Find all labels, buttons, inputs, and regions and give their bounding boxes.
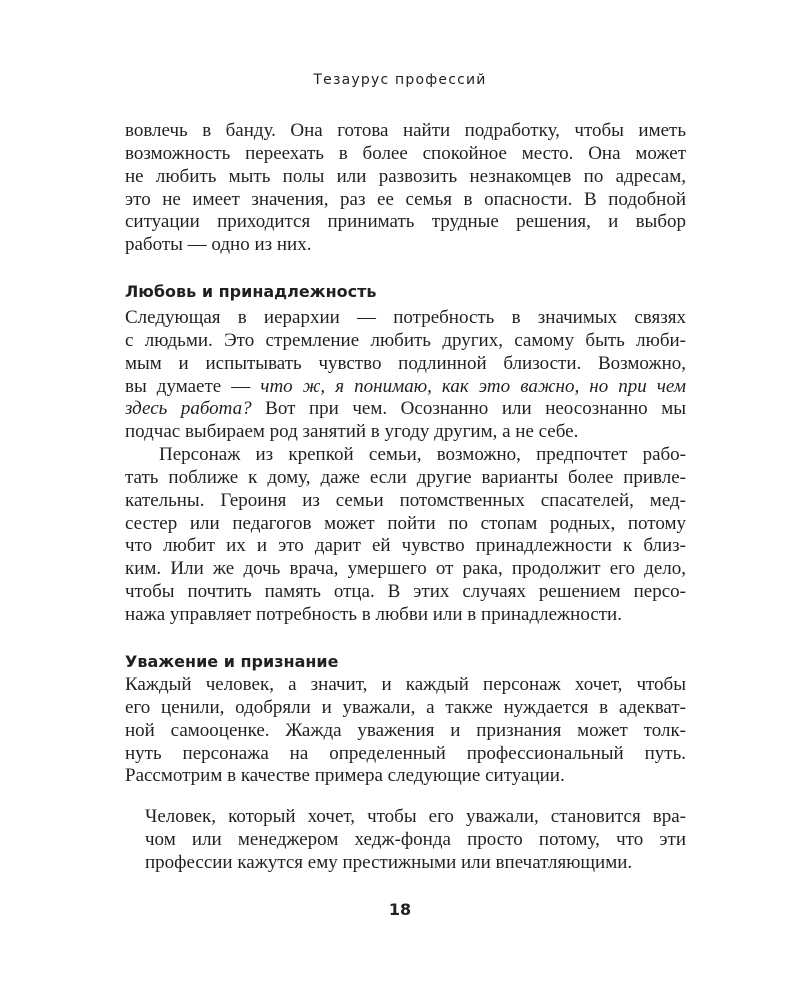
- text-line: это не имеет значения, раз ее семья в опасности. В подобной: [125, 188, 686, 210]
- text-line: ситуации приходится принимать трудные решения, и выбор: [125, 211, 686, 233]
- text-line: нуть персонажа на определенный профессиональный путь.: [125, 742, 686, 764]
- text-span: Следующая в иерархии — потребность в значимых связях: [125, 307, 686, 328]
- text-line: чом или менеджером хедж-фонда просто потому, что эти: [145, 828, 686, 850]
- text-line: Персонаж из крепкой семьи, возможно, предпочтет рабо-: [159, 444, 686, 466]
- text-line: ким. Или же дочь врача, умершего от рака, продолжит его дело,: [125, 558, 686, 580]
- text-span: вы думаете —: [125, 375, 261, 397]
- italic-text: что ж, я понимаю, как это важно, но при чем: [260, 375, 686, 397]
- section-heading: Уважение и признание: [125, 652, 339, 671]
- text-line: нажа управляет потребность в любви или в принадлежности.: [125, 603, 622, 625]
- text-span: подчас выбираем род занятий в угоду другим, а не себе.: [125, 421, 579, 443]
- text-line: [125, 421, 686, 444]
- text-line: чтобы почтить память отца. В этих случаях решением персо-: [125, 581, 686, 603]
- text-line: [125, 353, 686, 376]
- italic-text: здесь работа?: [125, 398, 252, 420]
- text-line: его ценили, одобряли и уважали, а также нуждается в адекват-: [125, 696, 686, 718]
- paragraph: [125, 120, 686, 257]
- paragraph: [125, 307, 686, 627]
- text-line: Человек, который хочет, чтобы его уважали, становится вра-: [145, 806, 686, 827]
- text-span: мым и испытывать чувство подлинной близости. Возможно,: [125, 352, 686, 374]
- page-number: 18: [388, 900, 412, 919]
- text-line: вовлечь в банду. Она готова найти подработку, чтобы иметь: [125, 120, 686, 141]
- text-line: возможность переехать в более спокойное место. Она может: [125, 142, 686, 164]
- text-line: не любить мыть полы или развозить незнакомцев по адресам,: [125, 165, 686, 187]
- text-line: [125, 307, 686, 330]
- text-line: профессии кажутся ему престижными или впечатляющими.: [145, 851, 633, 873]
- text-span: с людьми. Это стремление любить других, самому быть люби-: [125, 329, 686, 351]
- text-line: работы — одно из них.: [125, 234, 312, 256]
- text-line: кательны. Героиня из семьи потомственных спасателей, мед-: [125, 489, 686, 511]
- text-line: Каждый человек, а значит, и каждый персонаж хочет, чтобы: [125, 674, 686, 695]
- paragraph: [125, 674, 686, 788]
- text-line: тать поближе к дому, даже если другие варианты более привле-: [125, 466, 686, 488]
- text-line: [125, 398, 686, 421]
- text-line: что любит их и это дарит ей чувство принадлежности к близ-: [125, 535, 686, 557]
- text-line: [125, 330, 686, 353]
- text-span: Вот при чем. Осознанно или неосознанно мы: [251, 398, 686, 420]
- text-line: Рассмотрим в качестве примера следующие ситуации.: [125, 765, 565, 787]
- text-line: [125, 376, 686, 399]
- text-line: сестер или педагогов может пойти по стопам родных, потому: [125, 512, 686, 534]
- running-header: Тезаурус профессий: [313, 72, 487, 88]
- text-line: ной самооценке. Жажда уважения и признания может толк-: [125, 719, 686, 741]
- block-quote: [145, 806, 686, 875]
- section-heading: Любовь и принадлежность: [125, 282, 377, 301]
